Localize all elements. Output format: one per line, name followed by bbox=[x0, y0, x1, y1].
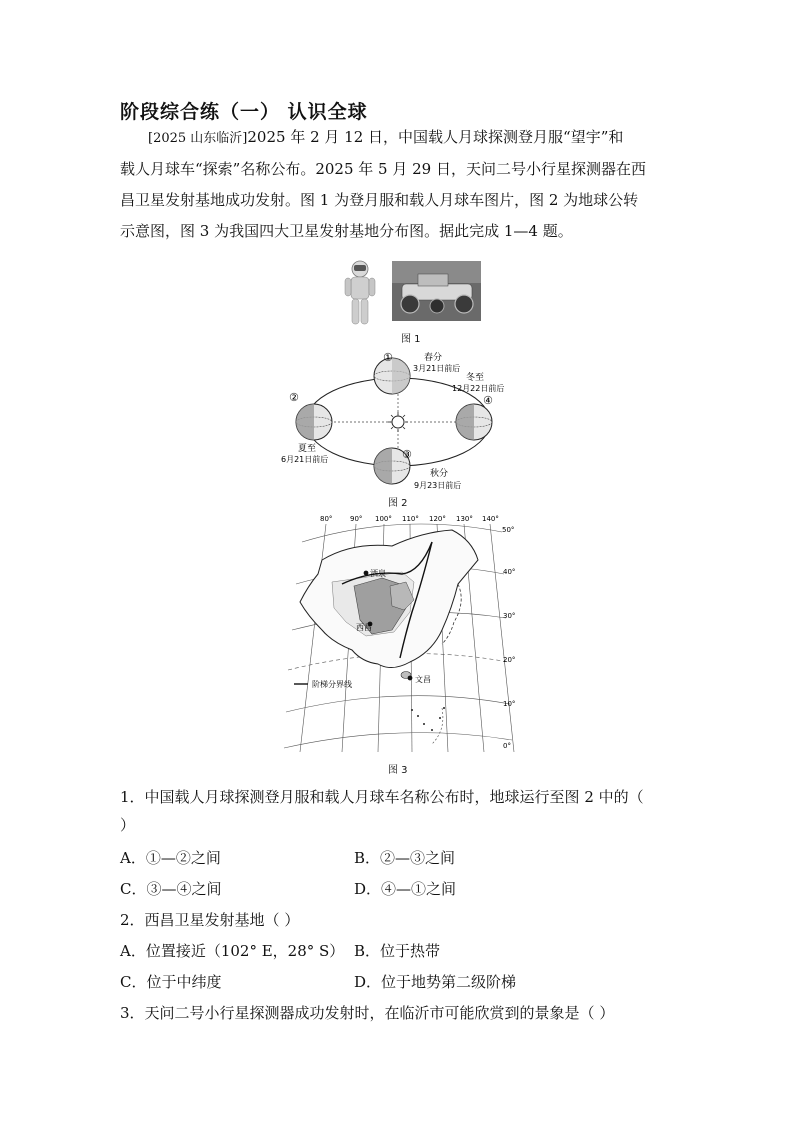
south-sea-islands bbox=[411, 707, 445, 731]
intro-line-3: 昌卫星发射基地成功发射。图 1 为登月服和载人月球车图片，图 2 为地球公转 bbox=[120, 191, 639, 209]
intro-line-4: 示意图，图 3 为我国四大卫星发射基地分布图。据此完成 1—4 题。 bbox=[120, 222, 573, 240]
pos4-name: 冬至 bbox=[466, 373, 485, 383]
sun-icon bbox=[388, 412, 408, 432]
wenchang-label: 文昌 bbox=[415, 675, 431, 684]
earth-position-2 bbox=[296, 404, 332, 440]
lat-label-50: 50° bbox=[502, 526, 515, 534]
lon-label-80: 80° bbox=[320, 515, 333, 523]
question-2-stem: 2．西昌卫星发射基地（ ） bbox=[120, 911, 300, 929]
earth-position-4 bbox=[456, 404, 492, 440]
figure-1-caption: 图 1 bbox=[401, 334, 421, 345]
figure-2 bbox=[280, 348, 520, 493]
lat-label-0: 0° bbox=[503, 742, 511, 750]
lon-label-110: 110° bbox=[402, 515, 419, 523]
question-1-stem: 1．中国载人月球探测登月服和载人月球车名称公布时，地球运行至图 2 中的（ bbox=[120, 788, 644, 806]
lon-label-130: 130° bbox=[456, 515, 473, 523]
page-title: 阶段综合练（一） 认识全球 bbox=[120, 101, 368, 123]
lon-label-100: 100° bbox=[375, 515, 392, 523]
lat-label-20: 20° bbox=[503, 656, 516, 664]
legend-label: 阶梯分界线 bbox=[312, 680, 352, 689]
nine-dash-line bbox=[432, 708, 443, 744]
pos3-number: ③ bbox=[402, 448, 412, 461]
lunar-rover-image bbox=[392, 261, 481, 321]
pos1-date: 3月21日前后 bbox=[413, 364, 461, 373]
pos2-name: 夏至 bbox=[298, 444, 317, 454]
q2-option-d[interactable]: D．位于地势第二级阶梯 bbox=[354, 973, 517, 991]
xichang-label: 西昌 bbox=[356, 623, 372, 632]
pos2-number: ② bbox=[289, 391, 299, 404]
figure-2-caption: 图 2 bbox=[388, 498, 408, 509]
pos1-number: ① bbox=[383, 351, 393, 364]
pos3-name: 秋分 bbox=[430, 469, 449, 479]
pos2-date: 6月21日前后 bbox=[281, 455, 329, 464]
lon-label-90: 90° bbox=[350, 515, 363, 523]
lat-label-30: 30° bbox=[503, 612, 516, 620]
intro-line-2: 载人月球车“探索”名称公布。2025 年 5 月 29 日，天问二号小行星探测器在西 bbox=[120, 160, 646, 178]
q1-option-d[interactable]: D．④—①之间 bbox=[354, 880, 457, 898]
lon-label-140: 140° bbox=[482, 515, 499, 523]
intro-line-1 bbox=[120, 122, 680, 154]
pos3-date: 9月23日前后 bbox=[414, 481, 462, 490]
question-3-stem: 3．天问二号小行星探测器成功发射时，在临沂市可能欣赏到的景象是（ ） bbox=[120, 1004, 615, 1022]
spacesuit-image bbox=[345, 261, 375, 324]
pos1-name: 春分 bbox=[424, 353, 443, 363]
q1-option-b[interactable]: B．②—③之间 bbox=[354, 849, 456, 867]
intro-text-1: 2025 年 2 月 12 日，中国载人月球探测登月服“望宇”和 bbox=[247, 128, 624, 146]
q2-option-b[interactable]: B．位于热带 bbox=[354, 942, 441, 960]
figure-3 bbox=[282, 512, 518, 758]
lat-label-40: 40° bbox=[503, 568, 516, 576]
q2-option-a[interactable]: A．位置接近（102° E，28° S） bbox=[120, 942, 345, 960]
wenchang-marker bbox=[408, 676, 413, 681]
q1-option-a[interactable]: A．①—②之间 bbox=[120, 849, 221, 867]
source-tag: [2025 山东临沂] bbox=[148, 131, 248, 146]
q2-option-c[interactable]: C．位于中纬度 bbox=[120, 973, 222, 991]
lon-label-120: 120° bbox=[429, 515, 446, 523]
jiuquan-label: 酒泉 bbox=[370, 569, 386, 578]
lat-label-10: 10° bbox=[503, 700, 516, 708]
q1-option-c[interactable]: C．③—④之间 bbox=[120, 880, 222, 898]
intro-paragraph bbox=[120, 122, 680, 247]
question-1-stem-end: ） bbox=[120, 816, 136, 834]
figure-3-caption: 图 3 bbox=[388, 765, 408, 776]
jiuquan-marker bbox=[364, 571, 369, 576]
pos4-date: 12月22日前后 bbox=[452, 384, 505, 393]
figure-1 bbox=[340, 258, 485, 328]
pos4-number: ④ bbox=[483, 394, 493, 407]
